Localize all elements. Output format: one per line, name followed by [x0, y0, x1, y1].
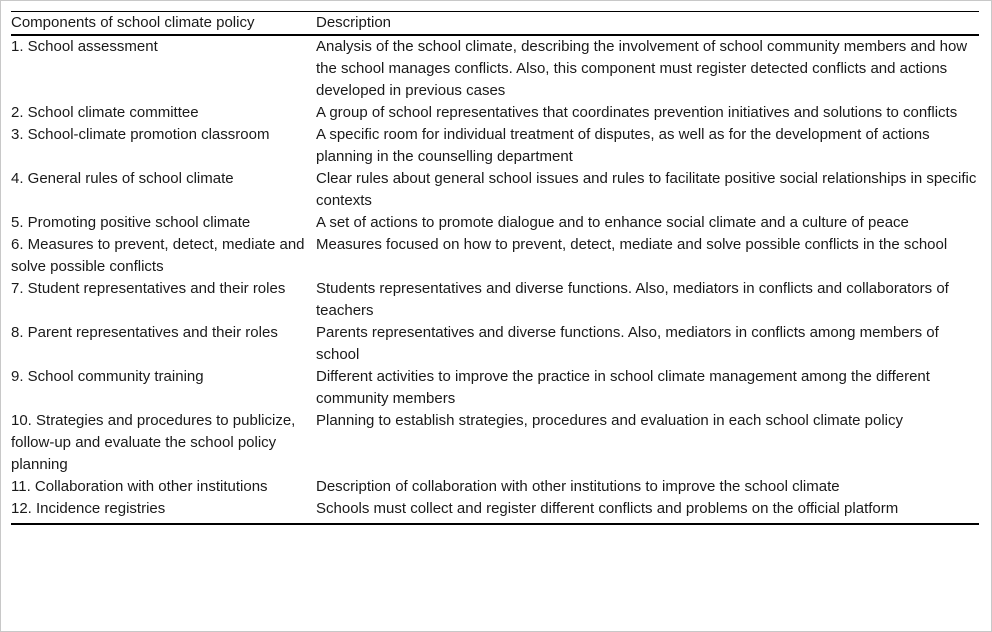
- description-cell: Parents representatives and diverse functions. Also, mediators in conflicts among members of school: [316, 324, 939, 363]
- description-cell: A specific room for individual treatment of disputes, as well as for the development of actions planning in the counselling department: [316, 126, 930, 165]
- component-cell: 5. Promoting positive school climate: [11, 214, 251, 231]
- component-cell: 10. Strategies and procedures to publicize, follow-up and evaluate the school policy planning: [11, 412, 296, 473]
- table-row: [11, 102, 979, 124]
- table-row: [11, 234, 979, 278]
- header-row: [11, 12, 979, 36]
- table-row: [11, 322, 979, 366]
- component-cell: 12. Incidence registries: [11, 498, 316, 524]
- component-cell: 6. Measures to prevent, detect, mediate and solve possible conflicts: [11, 236, 305, 275]
- table-row: [11, 168, 979, 212]
- table-row: [11, 476, 979, 498]
- component-cell: 8. Parent representatives and their roles: [11, 324, 278, 341]
- description-cell: Analysis of the school climate, describing the involvement of school community members and how the school manages conflicts. Also, this component must register detected conflicts and actions developed in previous cases: [316, 38, 968, 99]
- school-climate-policy-table: [11, 11, 979, 525]
- table-row: [11, 212, 979, 234]
- component-cell: 1. School assessment: [11, 38, 158, 55]
- table-row: [11, 35, 979, 102]
- description-cell: Different activities to improve the practice in school climate management among the different community members: [316, 368, 930, 407]
- description-cell: Clear rules about general school issues and rules to facilitate positive social relationships in specific contexts: [316, 170, 977, 209]
- table-row: [11, 410, 979, 476]
- description-cell: Students representatives and diverse functions. Also, mediators in conflicts and collaborators of teachers: [316, 280, 949, 319]
- table-row: [11, 366, 979, 410]
- description-cell: A set of actions to promote dialogue and to enhance social climate and a culture of peace: [316, 214, 909, 231]
- description-cell: A group of school representatives that coordinates prevention initiatives and solutions to conflicts: [316, 104, 958, 121]
- component-cell: 3. School-climate promotion classroom: [11, 126, 270, 143]
- component-cell: 2. School climate committee: [11, 104, 199, 121]
- table-body: [11, 35, 979, 524]
- component-cell: 11. Collaboration with other institutions: [11, 478, 268, 495]
- component-cell: 7. Student representatives and their roles: [11, 280, 286, 297]
- table-row: [11, 498, 979, 524]
- column-header-description: Description: [316, 12, 979, 36]
- column-header-components: Components of school climate policy: [11, 12, 316, 36]
- component-cell: 9. School community training: [11, 368, 204, 385]
- table-row: [11, 124, 979, 168]
- description-cell: Measures focused on how to prevent, detect, mediate and solve possible conflicts in the school: [316, 236, 948, 253]
- table-row: [11, 278, 979, 322]
- description-cell: Schools must collect and register different conflicts and problems on the official platform: [316, 498, 979, 524]
- description-cell: Planning to establish strategies, procedures and evaluation in each school climate policy: [316, 412, 904, 429]
- description-cell: Description of collaboration with other institutions to improve the school climate: [316, 478, 840, 495]
- component-cell: 4. General rules of school climate: [11, 170, 234, 187]
- table-header: [11, 12, 979, 36]
